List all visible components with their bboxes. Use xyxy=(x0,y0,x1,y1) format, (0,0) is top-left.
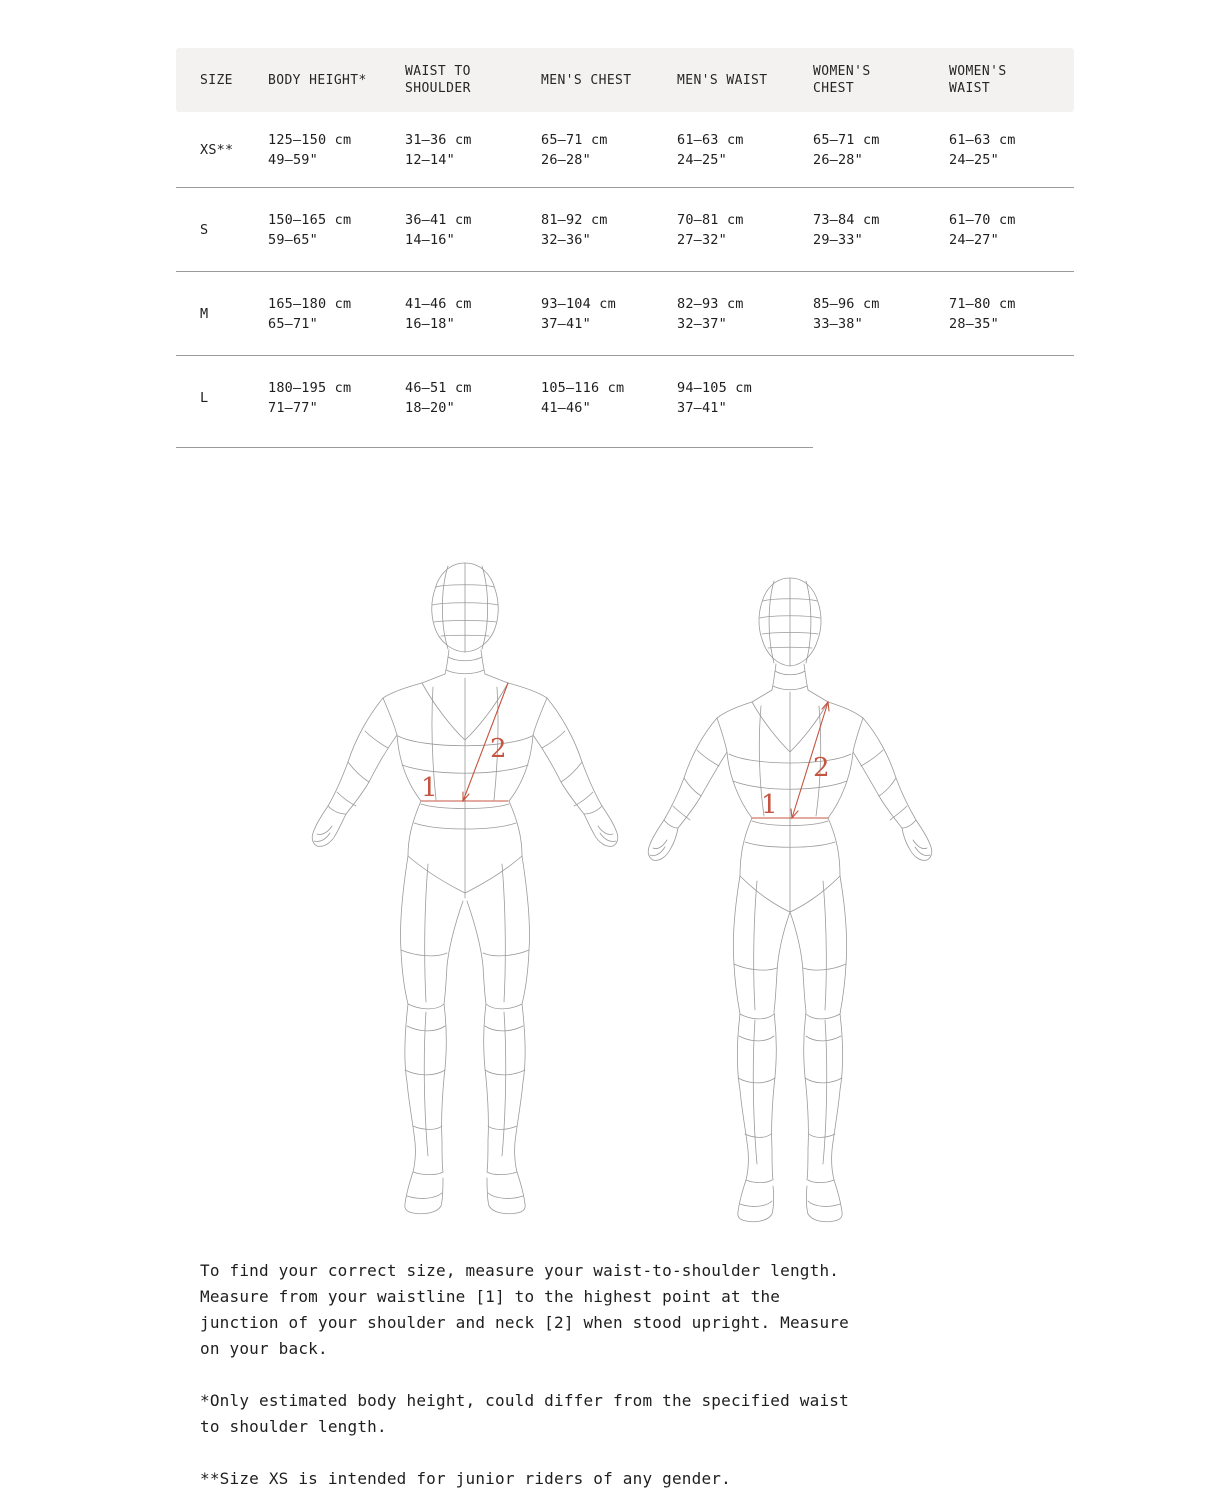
measurement-cell xyxy=(949,188,1074,271)
measurement-cell xyxy=(541,356,677,448)
measurement-cm: 94–105 cm xyxy=(677,380,752,396)
measurement-inches: 59–65" xyxy=(268,232,318,248)
measurement-inches: 24–25" xyxy=(949,152,999,168)
measurement-cell xyxy=(813,112,949,187)
how-to-measure-text: To find your correct size, measure your waist-to-shoulder length. Measure from your waistline [1] to the highest point at the junction of your shoulder and neck [2] when stood upright. Measure on your back. xyxy=(200,1261,849,1358)
measurement-cm: 65–71 cm xyxy=(813,132,880,148)
measurement-inches: 27–32" xyxy=(677,232,727,248)
measurement-inches: 24–25" xyxy=(677,152,727,168)
measurement-cell xyxy=(813,188,949,271)
body-height-footnote: *Only estimated body height, could differ from the specified waist to shoulder length. xyxy=(200,1391,849,1436)
measurement-cell xyxy=(541,188,677,271)
measurement-cm: 180–195 cm xyxy=(268,380,352,396)
measurement-cm: 31–36 cm xyxy=(405,132,472,148)
measurement-cell xyxy=(949,112,1074,187)
measurement-cm: 85–96 cm xyxy=(813,296,880,312)
measurement-cm: 105–116 cm xyxy=(541,380,625,396)
col-header-mens-waist: MEN'S WAIST xyxy=(677,72,768,88)
measurement-cell xyxy=(677,272,813,355)
measurement-inches: 49–59" xyxy=(268,152,318,168)
measurement-cell xyxy=(268,356,405,448)
measurement-cell-empty xyxy=(949,356,1074,448)
size-table xyxy=(176,48,1074,448)
measurement-inches: 33–38" xyxy=(813,316,863,332)
measurement-cell xyxy=(268,112,405,187)
measurement-cm: 41–46 cm xyxy=(405,296,472,312)
womens-waist-label: 1 xyxy=(761,790,778,820)
measurement-inches: 14–16" xyxy=(405,232,455,248)
table-row-s xyxy=(176,188,1074,272)
measurement-inches: 26–28" xyxy=(541,152,591,168)
mens-waist-label: 1 xyxy=(421,773,438,803)
col-header-waist-to-shoulder: WAIST TO SHOULDER xyxy=(405,64,471,96)
measurement-inches: 18–20" xyxy=(405,400,455,416)
measurement-cell xyxy=(677,112,813,187)
womens-shoulder-label: 2 xyxy=(813,753,830,783)
measurement-cm: 165–180 cm xyxy=(268,296,352,312)
womens-figure-illustration xyxy=(621,566,961,1226)
col-header-womens-chest: WOMEN'S CHEST xyxy=(813,64,871,96)
measurement-inches: 32–37" xyxy=(677,316,727,332)
measurement-inches: 71–77" xyxy=(268,400,318,416)
measurement-cm: 71–80 cm xyxy=(949,296,1016,312)
measurement-cell xyxy=(541,272,677,355)
col-header-womens-waist: WOMEN'S WAIST xyxy=(949,64,1007,96)
measurement-cm: 150–165 cm xyxy=(268,212,352,228)
mens-figure-illustration xyxy=(295,556,635,1216)
measurement-cell xyxy=(949,272,1074,355)
table-bottom-rule xyxy=(176,447,813,448)
size-label: XS** xyxy=(200,142,234,158)
measurement-inches: 29–33" xyxy=(813,232,863,248)
measurement-inches: 28–35" xyxy=(949,316,999,332)
measurement-cm: 36–41 cm xyxy=(405,212,472,228)
measurement-cm: 61–63 cm xyxy=(949,132,1016,148)
measurement-cell xyxy=(677,356,813,448)
measurement-cell xyxy=(813,272,949,355)
mens-shoulder-label: 2 xyxy=(490,734,507,764)
col-header-body-height: BODY HEIGHT* xyxy=(268,72,367,88)
measurement-cell xyxy=(405,112,541,187)
measurement-cell xyxy=(268,272,405,355)
measurement-inches: 24–27" xyxy=(949,232,999,248)
col-header-mens-chest: MEN'S CHEST xyxy=(541,72,632,88)
measurement-cm: 73–84 cm xyxy=(813,212,880,228)
measurement-cm: 46–51 cm xyxy=(405,380,472,396)
measurement-inches: 32–36" xyxy=(541,232,591,248)
size-label: L xyxy=(200,390,209,406)
measurement-inches: 37–41" xyxy=(541,316,591,332)
measurement-cm: 93–104 cm xyxy=(541,296,616,312)
measurement-cm: 70–81 cm xyxy=(677,212,744,228)
measurement-cell xyxy=(405,188,541,271)
measurement-inches: 26–28" xyxy=(813,152,863,168)
measurement-inches: 37–41" xyxy=(677,400,727,416)
xs-footnote: **Size XS is intended for junior riders of any gender. xyxy=(200,1469,731,1488)
measurement-inches: 16–18" xyxy=(405,316,455,332)
measurement-cell xyxy=(541,112,677,187)
measurement-cm: 125–150 cm xyxy=(268,132,352,148)
measurement-cm: 65–71 cm xyxy=(541,132,608,148)
measurement-cell xyxy=(268,188,405,271)
measurement-cell xyxy=(405,356,541,448)
measurement-inches: 12–14" xyxy=(405,152,455,168)
size-label: S xyxy=(200,222,209,238)
measurement-cell xyxy=(677,188,813,271)
table-row-xs xyxy=(176,112,1074,188)
table-row-m xyxy=(176,272,1074,356)
table-row-l xyxy=(176,356,1074,448)
measurement-cm: 82–93 cm xyxy=(677,296,744,312)
measurement-cm: 81–92 cm xyxy=(541,212,608,228)
size-label: M xyxy=(200,306,209,322)
sizing-notes xyxy=(200,1258,860,1501)
measurement-cm: 61–63 cm xyxy=(677,132,744,148)
measurement-cell-empty xyxy=(813,356,949,448)
measurement-cell xyxy=(405,272,541,355)
measurement-cm: 61–70 cm xyxy=(949,212,1016,228)
size-table-header xyxy=(176,48,1074,112)
measurement-inches: 41–46" xyxy=(541,400,591,416)
measurement-inches: 65–71" xyxy=(268,316,318,332)
col-header-size: SIZE xyxy=(200,72,233,88)
